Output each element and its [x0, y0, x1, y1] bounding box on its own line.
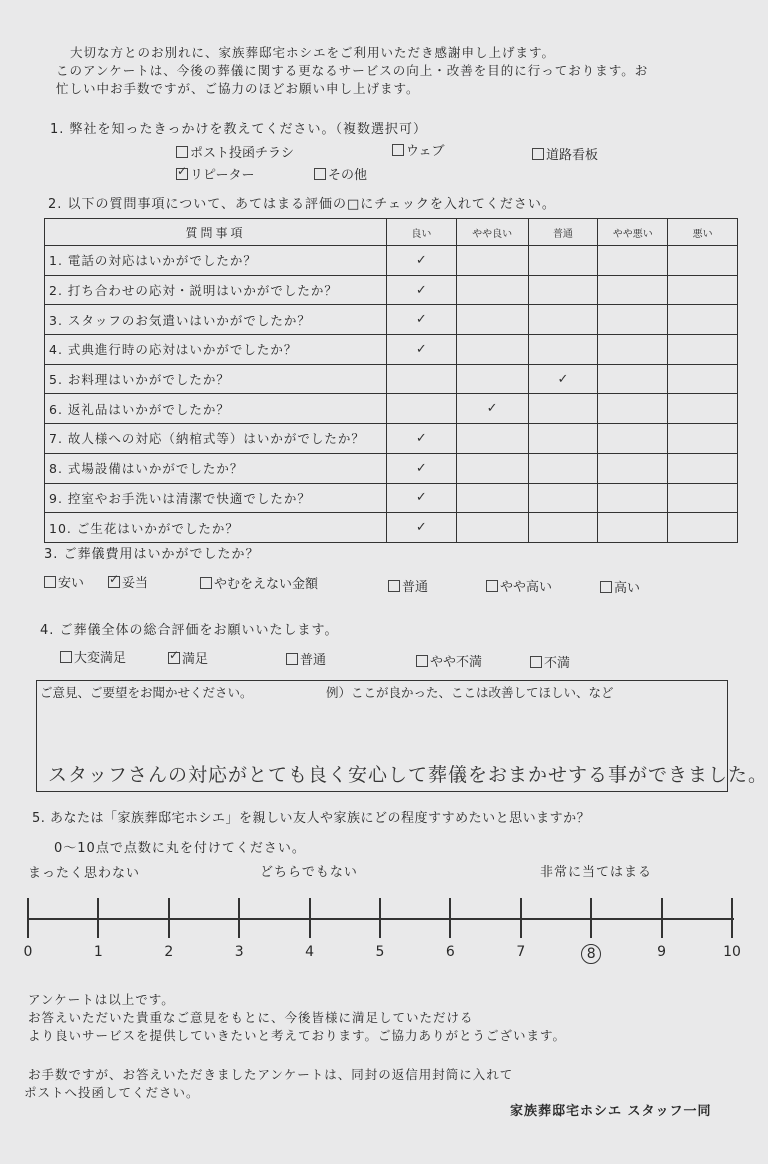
rating-cell[interactable]	[668, 424, 738, 454]
header-fairly-bad: やや悪い	[598, 219, 668, 246]
rating-cell[interactable]	[456, 246, 528, 276]
question-label: 7. 故人様への対応（納棺式等）はいかがでしたか？	[45, 424, 387, 454]
rating-scale-line	[28, 918, 734, 920]
rating-cell[interactable]	[456, 513, 528, 543]
scale-number[interactable]: 5	[375, 944, 385, 960]
scale-number[interactable]: 1	[93, 944, 103, 960]
rating-cell[interactable]	[528, 275, 598, 305]
check-mark: ✓	[486, 401, 498, 417]
header-good: 良い	[386, 219, 456, 246]
rating-cell[interactable]	[386, 275, 456, 305]
question-label: 6. 返礼品はいかがでしたか？	[45, 394, 387, 424]
scale-label-low: まったく思わない	[28, 866, 141, 881]
intro-line-3: 忙しい中お手数ですが、ご協力のほどお願い申し上げます。	[56, 81, 420, 96]
q3-option-normal[interactable]: 普通	[388, 576, 428, 595]
check-mark: ✓	[415, 520, 427, 536]
question-label: 2. 打ち合わせの応対・説明はいかがでしたか？	[45, 275, 387, 305]
rating-cell[interactable]	[598, 513, 668, 543]
rating-cell[interactable]	[456, 424, 528, 454]
q4-option-unsatisfied[interactable]: 不満	[530, 652, 570, 671]
rating-row	[45, 424, 738, 454]
question-label: 3. スタッフのお気遣いはいかがでしたか？	[45, 305, 387, 335]
check-mark: ✓	[415, 252, 427, 268]
rating-cell[interactable]	[386, 453, 456, 483]
check-mark: ✓	[415, 341, 427, 357]
scale-tick	[661, 898, 663, 938]
rating-cell[interactable]	[668, 364, 738, 394]
checkbox[interactable]	[200, 577, 212, 589]
question-label: 10. ご生花はいかがでしたか？	[45, 513, 387, 543]
q1-option-web[interactable]: ウェブ	[392, 140, 444, 159]
scale-number[interactable]: 4	[305, 944, 315, 960]
rating-cell[interactable]	[456, 364, 528, 394]
q3-option-cheap[interactable]: 安い	[44, 572, 84, 591]
check-mark: ✓	[415, 460, 427, 476]
header-average: 普通	[528, 219, 598, 246]
q3-option-reasonable[interactable]: ✓ 妥当	[108, 572, 148, 591]
checkbox-checked[interactable]	[168, 652, 180, 664]
rating-cell[interactable]	[668, 335, 738, 365]
closing-line-5: ポストへ投函してください。	[24, 1085, 200, 1100]
rating-cell[interactable]	[386, 305, 456, 335]
scale-number[interactable]: 9	[657, 944, 667, 960]
checkbox[interactable]	[532, 148, 544, 160]
rating-table-header	[45, 219, 738, 246]
header-fairly-good: やや良い	[456, 219, 528, 246]
scale-number-selected[interactable]: 8	[581, 944, 601, 964]
scale-number[interactable]: 7	[516, 944, 526, 960]
scale-tick	[309, 898, 311, 938]
scale-tick	[449, 898, 451, 938]
q1-option-flyer[interactable]: ポスト投函チラシ	[176, 142, 294, 161]
scale-tick	[590, 898, 592, 938]
comment-prompt: ご意見、ご要望をお聞かせください。	[40, 685, 253, 700]
rating-cell[interactable]	[598, 394, 668, 424]
rating-row	[45, 364, 738, 394]
q4-option-very-satisfied[interactable]: 大変満足	[60, 647, 126, 666]
scale-tick	[168, 898, 170, 938]
rating-cell[interactable]	[456, 275, 528, 305]
rating-cell[interactable]	[386, 424, 456, 454]
rating-cell[interactable]	[528, 246, 598, 276]
check-mark: ✓	[415, 312, 427, 328]
checkbox[interactable]	[286, 653, 298, 665]
checkbox[interactable]	[60, 651, 72, 663]
check-mark: ✓	[415, 282, 427, 298]
q4-option-slightly-unsatisfied[interactable]: やや不満	[416, 651, 482, 670]
scale-tick	[27, 898, 29, 938]
rating-cell[interactable]	[598, 275, 668, 305]
rating-cell[interactable]	[668, 275, 738, 305]
checkbox-checked[interactable]	[108, 576, 120, 588]
rating-cell[interactable]	[456, 453, 528, 483]
intro-line-1: 大切な方とのお別れに、家族葬邸宅ホシエをご利用いただき感謝申し上げます。	[70, 45, 556, 60]
rating-cell[interactable]	[668, 483, 738, 513]
rating-row	[45, 246, 738, 276]
rating-cell[interactable]	[386, 394, 456, 424]
q2-title: 2. 以下の質問事項について、あてはまる評価の□にチェックを入れてください。	[48, 197, 556, 212]
rating-cell[interactable]	[598, 424, 668, 454]
checkbox[interactable]	[392, 144, 404, 156]
q5-subtitle: 0〜10点で点数に丸を付けてください。	[54, 841, 306, 856]
rating-cell[interactable]	[386, 246, 456, 276]
rating-cell[interactable]	[598, 483, 668, 513]
rating-cell[interactable]	[528, 335, 598, 365]
checkbox[interactable]	[416, 655, 428, 667]
rating-cell[interactable]	[456, 335, 528, 365]
rating-cell[interactable]	[668, 513, 738, 543]
header-bad: 悪い	[668, 219, 738, 246]
checkbox[interactable]	[530, 656, 542, 668]
q1-option-repeater[interactable]: ✓リピーター	[176, 164, 254, 183]
rating-cell[interactable]	[598, 246, 668, 276]
rating-cell[interactable]	[456, 394, 528, 424]
closing-line-1: アンケートは以上です。	[28, 992, 175, 1007]
q1-option-sign[interactable]: 道路看板	[532, 144, 598, 163]
q3-option-slightly-high[interactable]: やや高い	[486, 576, 552, 595]
rating-cell[interactable]	[598, 305, 668, 335]
q4-option-normal[interactable]: 普通	[286, 649, 326, 668]
q1-title: 1. 弊社を知ったきっかけを教えてください。（複数選択可）	[50, 122, 428, 137]
scale-tick	[238, 898, 240, 938]
scale-label-mid: どちらでもない	[260, 865, 358, 880]
question-label: 4. 式典進行時の応対はいかがでしたか？	[45, 335, 387, 365]
scale-tick	[97, 898, 99, 938]
header-question: 質問事項	[45, 219, 387, 246]
scale-tick	[731, 898, 733, 938]
checkbox[interactable]	[486, 580, 498, 592]
rating-cell[interactable]	[528, 424, 598, 454]
q1-option-other[interactable]: その他	[314, 164, 367, 183]
rating-cell[interactable]	[668, 246, 738, 276]
rating-table	[44, 218, 738, 543]
rating-row	[45, 483, 738, 513]
checkbox[interactable]	[44, 576, 56, 588]
rating-cell[interactable]	[598, 453, 668, 483]
closing-line-2: お答えいただいた貴重なご意見をもとに、今後皆様に満足していただける	[28, 1010, 474, 1025]
rating-cell[interactable]	[528, 453, 598, 483]
scale-number[interactable]: 0	[23, 944, 33, 960]
rating-cell[interactable]	[386, 364, 456, 394]
rating-row	[45, 513, 738, 543]
q3-title: 3. ご葬儀費用はいかがでしたか？	[44, 547, 260, 562]
rating-row	[45, 394, 738, 424]
rating-cell[interactable]	[386, 513, 456, 543]
rating-cell[interactable]	[598, 364, 668, 394]
rating-cell[interactable]	[598, 335, 668, 365]
checkbox[interactable]	[314, 168, 326, 180]
rating-cell[interactable]	[668, 394, 738, 424]
comment-handwritten-text: スタッフさんの対応がとても良く安心して葬儀をおまかせする事ができました。	[48, 764, 768, 786]
question-label: 5. お料理はいかがでしたか？	[45, 364, 387, 394]
q3-option-high[interactable]: 高い	[600, 577, 640, 596]
q3-option-unavoidable[interactable]: やむをえない金額	[200, 573, 318, 592]
scale-tick	[520, 898, 522, 938]
scale-tick	[379, 898, 381, 938]
rating-cell[interactable]	[386, 483, 456, 513]
rating-row	[45, 305, 738, 335]
closing-line-3: より良いサービスを提供していきたいと考えております。ご協力ありがとうございます。	[28, 1028, 567, 1043]
rating-row	[45, 453, 738, 483]
rating-cell[interactable]	[386, 335, 456, 365]
closing-line-4: お手数ですが、お答えいただきましたアンケートは、同封の返信用封筒に入れて	[28, 1067, 514, 1082]
question-label: 1. 電話の対応はいかがでしたか？	[45, 246, 387, 276]
scale-number[interactable]: 6	[445, 944, 455, 960]
rating-cell[interactable]	[456, 483, 528, 513]
signature: 家族葬邸宅ホシエ スタッフ一同	[510, 1104, 712, 1119]
check-mark: ✓	[415, 490, 427, 506]
rating-cell[interactable]	[528, 513, 598, 543]
checkbox[interactable]	[388, 580, 400, 592]
q5-title: 5. あなたは「家族葬邸宅ホシエ」を親しい友人や家族にどの程度すすめたいと思いますか？	[32, 811, 591, 826]
rating-row	[45, 335, 738, 365]
rating-cell[interactable]	[528, 305, 598, 335]
rating-cell[interactable]	[668, 453, 738, 483]
intro-line-2: このアンケートは、今後の葬儀に関する更なるサービスの向上・改善を目的に行っております。お	[56, 63, 649, 78]
rating-cell[interactable]	[528, 483, 598, 513]
check-mark: ✓	[415, 430, 427, 446]
rating-cell[interactable]	[528, 364, 598, 394]
scale-number[interactable]: 10	[723, 944, 741, 960]
rating-cell[interactable]	[668, 305, 738, 335]
rating-cell[interactable]	[456, 305, 528, 335]
checkbox[interactable]	[176, 146, 188, 158]
question-label: 8. 式場設備はいかがでしたか？	[45, 453, 387, 483]
comment-example: 例）ここが良かった、ここは改善してほしい、など	[326, 685, 614, 700]
scale-number[interactable]: 2	[164, 944, 174, 960]
checkbox[interactable]	[600, 581, 612, 593]
q4-option-satisfied[interactable]: ✓ 満足	[168, 648, 208, 667]
rating-row	[45, 275, 738, 305]
question-label: 9. 控室やお手洗いは清潔で快適でしたか？	[45, 483, 387, 513]
checkbox-checked[interactable]	[176, 168, 188, 180]
q4-title: 4. ご葬儀全体の総合評価をお願いいたします。	[40, 623, 339, 638]
scale-number[interactable]: 3	[234, 944, 244, 960]
check-mark: ✓	[557, 371, 569, 387]
rating-cell[interactable]	[528, 394, 598, 424]
scale-label-high: 非常に当てはまる	[540, 865, 653, 880]
